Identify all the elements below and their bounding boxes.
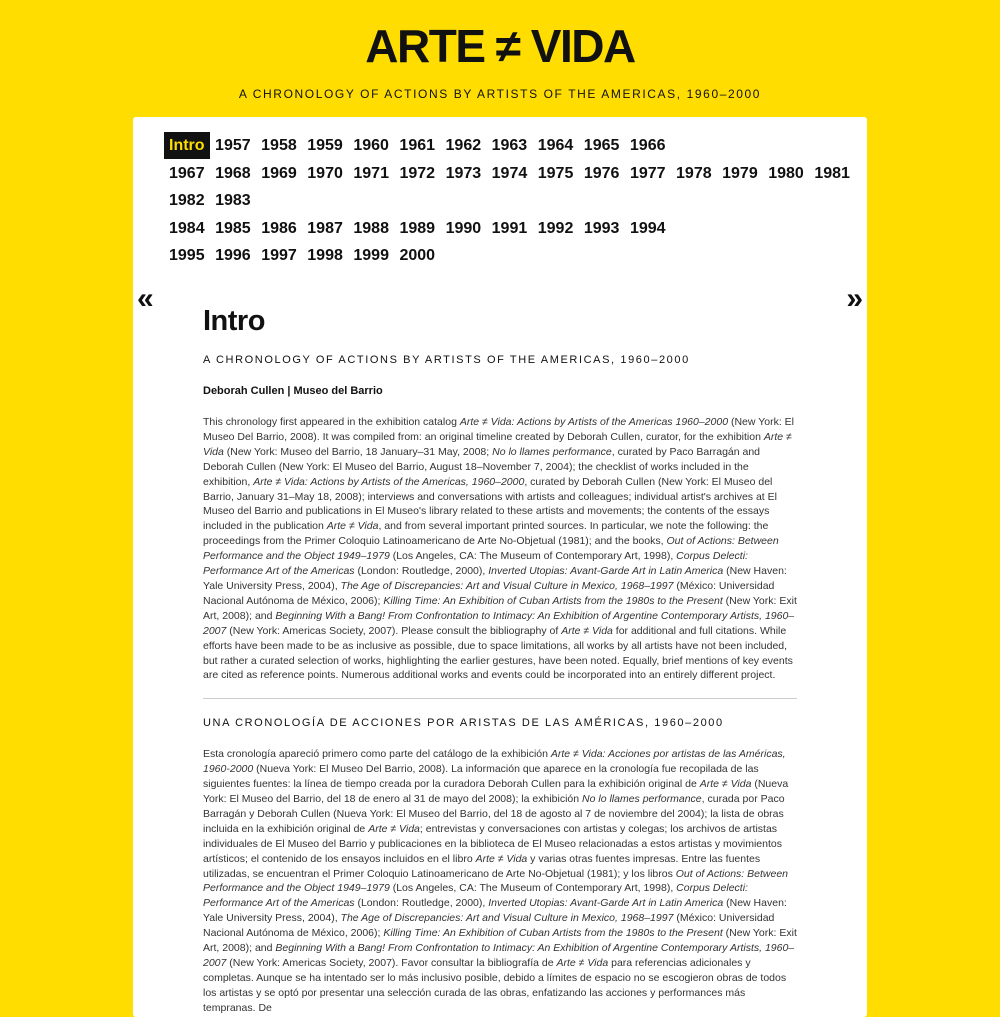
text-run: (México: Universidad Nacional Autónoma de México, 2006); xyxy=(203,912,775,940)
year-link-1984[interactable]: 1984 xyxy=(169,219,205,237)
text-run: (New York: Americas Society, 2007). Favor consultar la bibliografía de xyxy=(226,957,557,969)
text-run: (New York: Exit Art, 2008); and xyxy=(203,594,797,622)
text-run: (London: Routledge, 2000), xyxy=(354,565,489,578)
year-link-1986[interactable]: 1986 xyxy=(261,219,297,237)
year-link-1990[interactable]: 1990 xyxy=(445,219,482,237)
year-link-1967[interactable]: 1967 xyxy=(169,164,205,182)
italic-title: No lo llames performance xyxy=(492,445,612,458)
italic-title: Arte ≠ Vida: Acciones por artistas de las Américas, 1960-2000 xyxy=(203,748,786,776)
year-link-1963[interactable]: 1963 xyxy=(491,137,528,154)
year-link-1981[interactable]: 1981 xyxy=(814,164,850,182)
text-run: (México: Universidad Nacional Autónoma de México, 2006); xyxy=(203,579,775,607)
italic-title: The Age of Discrepancies: Art and Visual Culture in Mexico, 1968–1997 xyxy=(340,912,674,925)
text-run: Esta cronología apareció primero como parte del catálogo de la exhibición xyxy=(203,748,551,761)
year-link-1976[interactable]: 1976 xyxy=(583,164,620,182)
italic-title: Inverted Utopias: Avant-Garde Art in Latin America xyxy=(488,565,724,578)
year-link-2000[interactable]: 2000 xyxy=(399,247,436,264)
intro-paragraph-spanish xyxy=(203,747,797,1015)
year-link-1992[interactable]: 1992 xyxy=(537,219,574,237)
text-run: (New York: El Museo Del Barrio, 2008). It was compiled from: an original timeline created by Deborah Cullen, curator, for the exhibition xyxy=(203,416,794,443)
site-title[interactable]: ARTE ≠ VIDA xyxy=(365,20,635,72)
year-link-1974[interactable]: 1974 xyxy=(491,164,528,182)
year-link-1975[interactable]: 1975 xyxy=(537,164,574,182)
text-run: para referencias adicionales y completas. Aunque se ha intentado ser lo más inclusivo posible, debido a límites de espacio no se escogieron obras de todos los artistas y se optó por presentar una selección curada de las obras, enfatizando las acciones y performances más tempranas. De xyxy=(203,957,787,1014)
year-link-1960[interactable]: 1960 xyxy=(353,137,389,154)
italic-title: Beginning With a Bang! From Confrontation to Intimacy: An Exhibition of Argentine Contemporary Artists, 1960–2007 xyxy=(203,609,795,637)
year-link-intro[interactable]: Intro xyxy=(164,132,210,159)
next-arrow[interactable]: » xyxy=(846,282,863,315)
author-credit: Deborah Cullen | Museo del Barrio xyxy=(203,385,383,397)
year-link-1964[interactable]: 1964 xyxy=(537,137,574,154)
section-heading-spanish: UNA CRONOLOGÍA DE ACCIONES POR ARISTAS DE LAS AMÉRICAS, 1960–2000 xyxy=(203,717,724,730)
year-link-1962[interactable]: 1962 xyxy=(445,137,482,154)
text-run: , curated by Deborah Cullen (New York: El Museo del Barrio, January 31–May 18, 2008); interviews and conversations with artists and colleagues; individual artist's archives at El Museo del Barrio and publications in El Museo's library related to these artists and movements; the contents of the essays included in the publication xyxy=(203,475,777,533)
year-link-1980[interactable]: 1980 xyxy=(768,164,804,182)
year-link-1995[interactable]: 1995 xyxy=(169,247,205,264)
year-link-1988[interactable]: 1988 xyxy=(353,219,389,237)
year-link-1982[interactable]: 1982 xyxy=(169,192,205,209)
italic-title: Inverted Utopias: Avant-Garde Art in Latin America xyxy=(488,897,724,910)
italic-title: No lo llames performance xyxy=(582,793,702,806)
year-link-1959[interactable]: 1959 xyxy=(307,137,343,154)
year-link-1989[interactable]: 1989 xyxy=(399,219,436,237)
italic-title: Corpus Delecti: Performance Art of the Americas xyxy=(203,882,748,910)
year-link-1991[interactable]: 1991 xyxy=(491,219,528,237)
year-link-1973[interactable]: 1973 xyxy=(445,164,482,182)
italic-title: The Age of Discrepancies: Art and Visual Culture in Mexico, 1968–1997 xyxy=(340,579,674,592)
text-run: (Nueva York: El Museo del Barrio, del 18 de enero al 31 de mayo del 2008); la exhibición xyxy=(203,778,789,806)
content-panel xyxy=(133,117,867,1017)
italic-title: Out of Actions: Between Performance and the Object 1949–1979 xyxy=(203,535,779,563)
year-link-1965[interactable]: 1965 xyxy=(583,137,620,154)
article xyxy=(203,304,797,1016)
year-nav-row xyxy=(164,215,844,243)
previous-arrow[interactable]: « xyxy=(137,282,154,315)
year-link-1994[interactable]: 1994 xyxy=(629,219,666,237)
text-run: , curated by Paco Barragán and Deborah Cullen (New York: El Museo del Barrio, August 18–November 7, 2004); the checklist of works included in the exhibition, xyxy=(203,445,761,488)
text-run: (Nueva York: El Museo Del Barrio, 2008). La información que aparece en la cronología fue recopilada de las siguientes fuentes: la línea de tiempo creada por la curadora Deborah Cullen para la exhibición original de xyxy=(203,763,759,791)
year-link-1978[interactable]: 1978 xyxy=(676,164,712,182)
page-title: Intro xyxy=(203,305,265,337)
year-link-1972[interactable]: 1972 xyxy=(399,164,436,182)
section-heading-english: A CHRONOLOGY OF ACTIONS BY ARTISTS OF THE AMERICAS, 1960–2000 xyxy=(203,354,690,366)
year-navigation xyxy=(164,132,850,270)
year-link-1987[interactable]: 1987 xyxy=(307,219,343,237)
year-link-1997[interactable]: 1997 xyxy=(261,247,297,264)
divider xyxy=(203,698,797,699)
italic-title: Arte ≠ Vida xyxy=(561,624,613,637)
italic-title: Arte ≠ Vida xyxy=(326,520,379,533)
text-run: y varias otras fuentes impresas. Entre las fuentes utilizadas, se encuentran el Primer Coloquio Latinoamericano de Arte No-Objetual (1981); y los libros xyxy=(203,852,761,880)
italic-title: Killing Time: An Exhibition of Cuban Artists from the 1980s to the Present xyxy=(383,927,723,940)
italic-title: Arte ≠ Vida xyxy=(368,822,420,835)
intro-paragraph-english xyxy=(203,415,797,683)
year-link-1969[interactable]: 1969 xyxy=(261,164,297,182)
italic-title: Arte ≠ Vida xyxy=(699,778,752,791)
text-run: (Los Angeles, CA: The Museum of Contemporary Art, 1998), xyxy=(389,550,677,563)
italic-title: Arte ≠ Vida xyxy=(203,430,792,458)
year-link-1958[interactable]: 1958 xyxy=(261,137,297,154)
italic-title: Arte ≠ Vida: Actions by Artists of the Americas 1960–2000 xyxy=(459,416,729,428)
text-run: This chronology first appeared in the exhibition catalog xyxy=(203,416,460,428)
italic-title: Arte ≠ Vida xyxy=(556,957,609,969)
italic-title: Beginning With a Bang! From Confrontation to Intimacy: An Exhibition of Argentine Contemporary Artists, 1960–2007 xyxy=(203,942,795,969)
italic-title: Corpus Delecti: Performance Art of the Americas xyxy=(203,550,748,578)
text-run: , and from several important printed sources. In particular, we note the following: the proceedings from the Primer Coloquio Latinoamericano de Arte No-Objetual (1981); and the books, xyxy=(203,520,769,548)
text-run: (New York: Museo del Barrio, 18 January–31 May, 2008; xyxy=(223,445,493,458)
text-run: (New York: Exit Art, 2008); and xyxy=(203,927,797,955)
text-run: (New Haven: Yale University Press, 2004), xyxy=(203,565,787,592)
text-run: for additional and full citations. While efforts have been made to be as inclusive as possible, due to space limitations, all works by all artists have not been included, but rather a curated selection of works, highlighting the earlier gestures, have been noted. Equally, brief mentions of key events are cited as reference points. Numerous additional works and events could be incorporated into an entirely different project. xyxy=(203,624,793,682)
year-link-1993[interactable]: 1993 xyxy=(583,219,620,237)
year-link-1977[interactable]: 1977 xyxy=(629,164,666,182)
year-link-1998[interactable]: 1998 xyxy=(307,247,343,264)
year-link-1983[interactable]: 1983 xyxy=(215,192,251,209)
year-nav-row xyxy=(164,187,844,215)
italic-title: Killing Time: An Exhibition of Cuban Artists from the 1980s to the Present xyxy=(383,594,723,607)
year-link-1999[interactable]: 1999 xyxy=(353,247,389,264)
text-run: (Los Angeles, CA: The Museum of Contemporary Art, 1998), xyxy=(389,882,677,895)
text-run: , curada por Paco Barragán y Deborah Cullen (Nueva York: El Museo del Barrio, del 18 de agosto al 7 de noviembre del 2004); la lista de obras incluida en la exhibición original de xyxy=(203,793,785,835)
italic-title: Arte ≠ Vida xyxy=(475,852,528,865)
year-link-1970[interactable]: 1970 xyxy=(307,164,343,182)
year-link-1971[interactable]: 1971 xyxy=(353,164,389,182)
year-link-1961[interactable]: 1961 xyxy=(399,137,436,154)
text-run: (New Haven: Yale University Press, 2004), xyxy=(203,897,787,925)
year-nav-row xyxy=(164,242,844,270)
site-subtitle: A CHRONOLOGY OF ACTIONS BY ARTISTS OF THE AMERICAS, 1960–2000 xyxy=(238,87,762,101)
year-nav-row xyxy=(164,132,844,160)
year-link-1996[interactable]: 1996 xyxy=(215,247,251,264)
text-run: ; entrevistas y conversaciones con artistas y colegas; los archivos de artistas individuales de El Museo del Barrio y publicaciones en la biblioteca de El Museo relacionadas a estos artistas y movimientos artísticos; el contenido de los ensayos incluidos en el libro xyxy=(203,822,782,865)
year-link-1957[interactable]: 1957 xyxy=(215,137,251,154)
year-link-1968[interactable]: 1968 xyxy=(215,164,251,182)
text-run: (New York: Americas Society, 2007). Please consult the bibliography of xyxy=(226,624,562,637)
italic-title: Out of Actions: Between Performance and the Object 1949–1979 xyxy=(203,867,789,895)
italic-title: Arte ≠ Vida: Actions by Artists of the Americas, 1960–2000 xyxy=(253,475,525,488)
year-link-1966[interactable]: 1966 xyxy=(629,137,666,154)
year-nav-row xyxy=(164,160,850,188)
text-run: (London: Routledge, 2000), xyxy=(354,897,489,910)
year-link-1979[interactable]: 1979 xyxy=(722,164,758,182)
year-link-1985[interactable]: 1985 xyxy=(215,219,251,237)
